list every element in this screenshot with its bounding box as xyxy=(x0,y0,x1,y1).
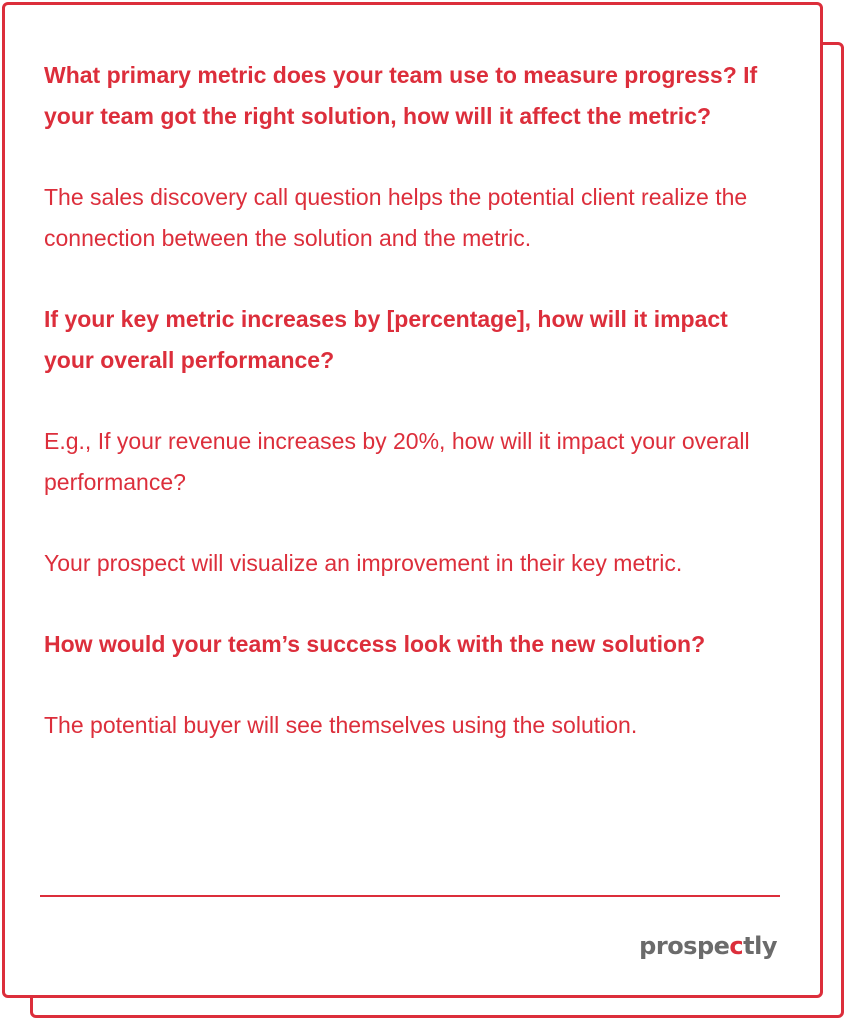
answer-4: The potential buyer will see themselves using the solution. xyxy=(44,712,638,738)
divider xyxy=(40,895,780,897)
content xyxy=(44,55,784,746)
question-3: How would your team’s success look with the new solution? xyxy=(44,631,706,657)
answer-3: Your prospect will visualize an improvement in their key metric. xyxy=(44,550,683,576)
logo-text-2: tly xyxy=(743,932,777,960)
prospectly-logo xyxy=(639,932,777,960)
question-2: If your key metric increases by [percentage], how will it impact your overall performance? xyxy=(44,306,728,373)
question-1: What primary metric does your team use to measure progress? If your team got the right solution, how will it affect the metric? xyxy=(44,62,758,129)
answer-1: The sales discovery call question helps the potential client realize the connection between the solution and the metric. xyxy=(44,184,748,251)
logo-text-1: prospe xyxy=(639,932,730,960)
logo-text-highlight: c xyxy=(729,932,744,960)
answer-2: E.g., If your revenue increases by 20%, how will it impact your overall performance? xyxy=(44,428,750,495)
